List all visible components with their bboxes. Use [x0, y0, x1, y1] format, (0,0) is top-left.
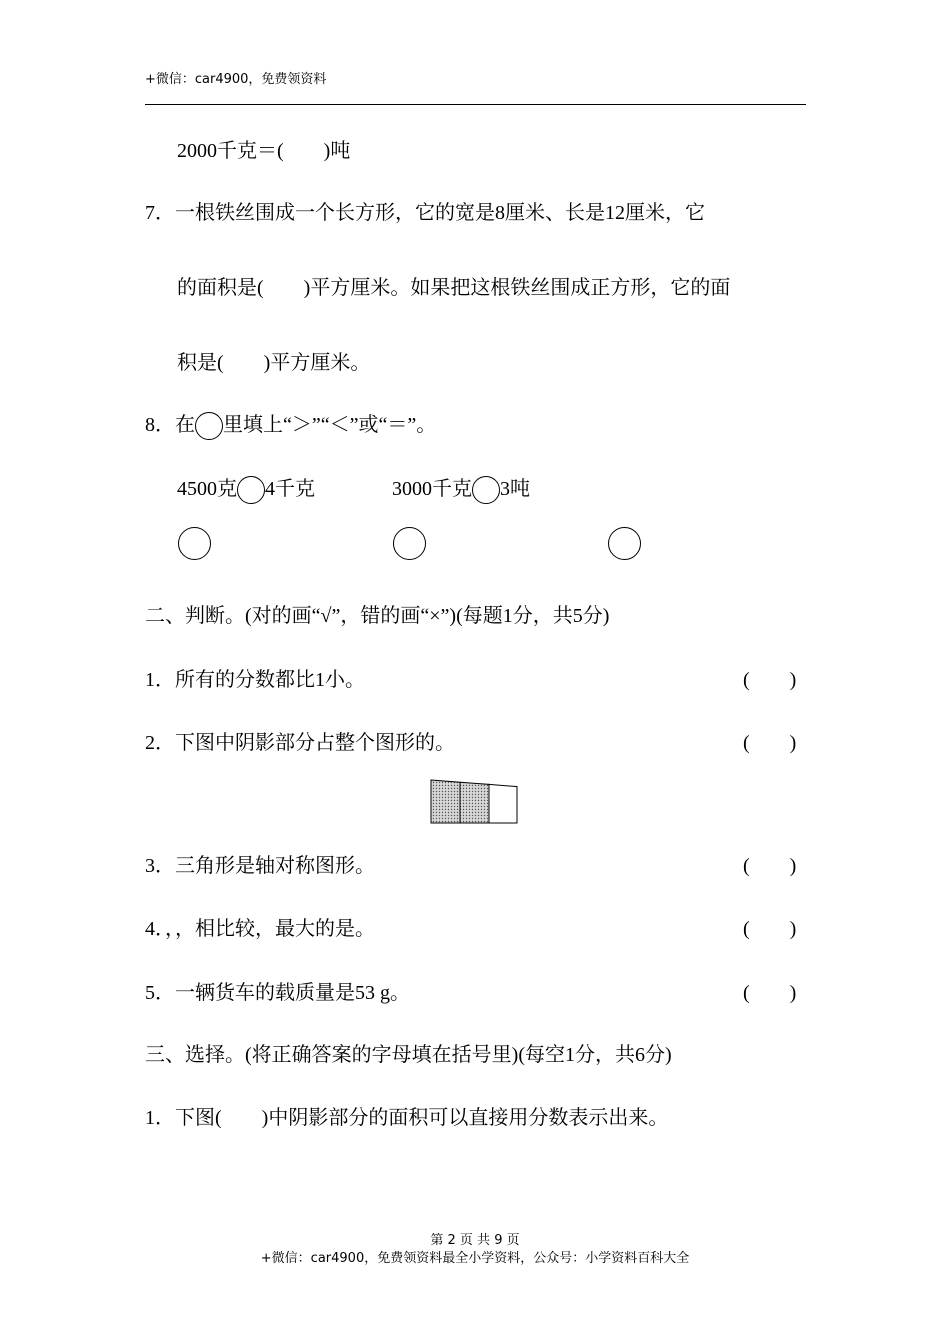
footer-note: +微信：car4900，免费领资料最全小学资料，公众号：小学资料百科大全: [260, 1251, 690, 1266]
answer-circle[interactable]: [393, 527, 426, 560]
answer-circle[interactable]: [178, 527, 211, 560]
q8-a-left: 4500克: [177, 478, 237, 500]
shaded-trapezoid-figure: [429, 778, 521, 826]
answer-circle[interactable]: [472, 476, 500, 504]
answer-paren-2[interactable]: ( ): [743, 732, 797, 754]
header-rule: [145, 104, 806, 105]
choice-item-1: 1．下图( )中阴影部分的面积可以直接用分数表示出来。: [145, 1107, 669, 1129]
judge-item-2: 2．下图中阴影部分占整个图形的。: [145, 732, 455, 754]
judge-item-5: 5．一辆货车的载质量是53 g。: [145, 982, 410, 1004]
answer-paren-3[interactable]: ( ): [743, 855, 797, 877]
q8-compare-b: [392, 476, 530, 504]
page-number: 第 2 页 共 9 页: [430, 1233, 520, 1248]
section2-title: 二、判断。(对的画“√”，错的画“×”)(每题1分，共5分): [145, 605, 610, 627]
answer-paren-5[interactable]: ( ): [743, 982, 797, 1004]
q7-line1: 7．一根铁丝围成一个长方形，它的宽是8厘米、长是12厘米，它: [145, 202, 705, 224]
q6-tail: 2000千克＝( )吨: [177, 140, 351, 162]
judge-item-4: 4．，，相比较，最大的是。: [145, 918, 375, 940]
answer-circle[interactable]: [237, 476, 265, 504]
q8-compare-a: [177, 476, 315, 504]
q8-b-right: 3吨: [500, 478, 530, 500]
answer-paren-4[interactable]: ( ): [743, 918, 797, 940]
q8-instruction: [145, 412, 436, 440]
q7-line3: 积是( )平方厘米。: [177, 352, 371, 374]
q8-a-right: 4千克: [265, 478, 315, 500]
judge-item-3: 3．三角形是轴对称图形。: [145, 855, 375, 877]
q8-prefix: 8．在: [145, 414, 195, 436]
section3-title: 三、选择。(将正确答案的字母填在括号里)(每空1分，共6分): [145, 1044, 672, 1066]
q8-b-left: 3000千克: [392, 478, 472, 500]
q7-line2: 的面积是( )平方厘米。如果把这根铁丝围成正方形，它的面: [177, 277, 731, 299]
page-header: +微信：car4900，免费领资料: [145, 72, 327, 87]
judge-item-1: 1．所有的分数都比1小。: [145, 669, 365, 691]
answer-circle[interactable]: [608, 527, 641, 560]
circle-icon: [195, 412, 223, 440]
q8-suffix: 里填上“＞”“＜”或“＝”。: [223, 414, 437, 436]
answer-paren-1[interactable]: ( ): [743, 669, 797, 691]
